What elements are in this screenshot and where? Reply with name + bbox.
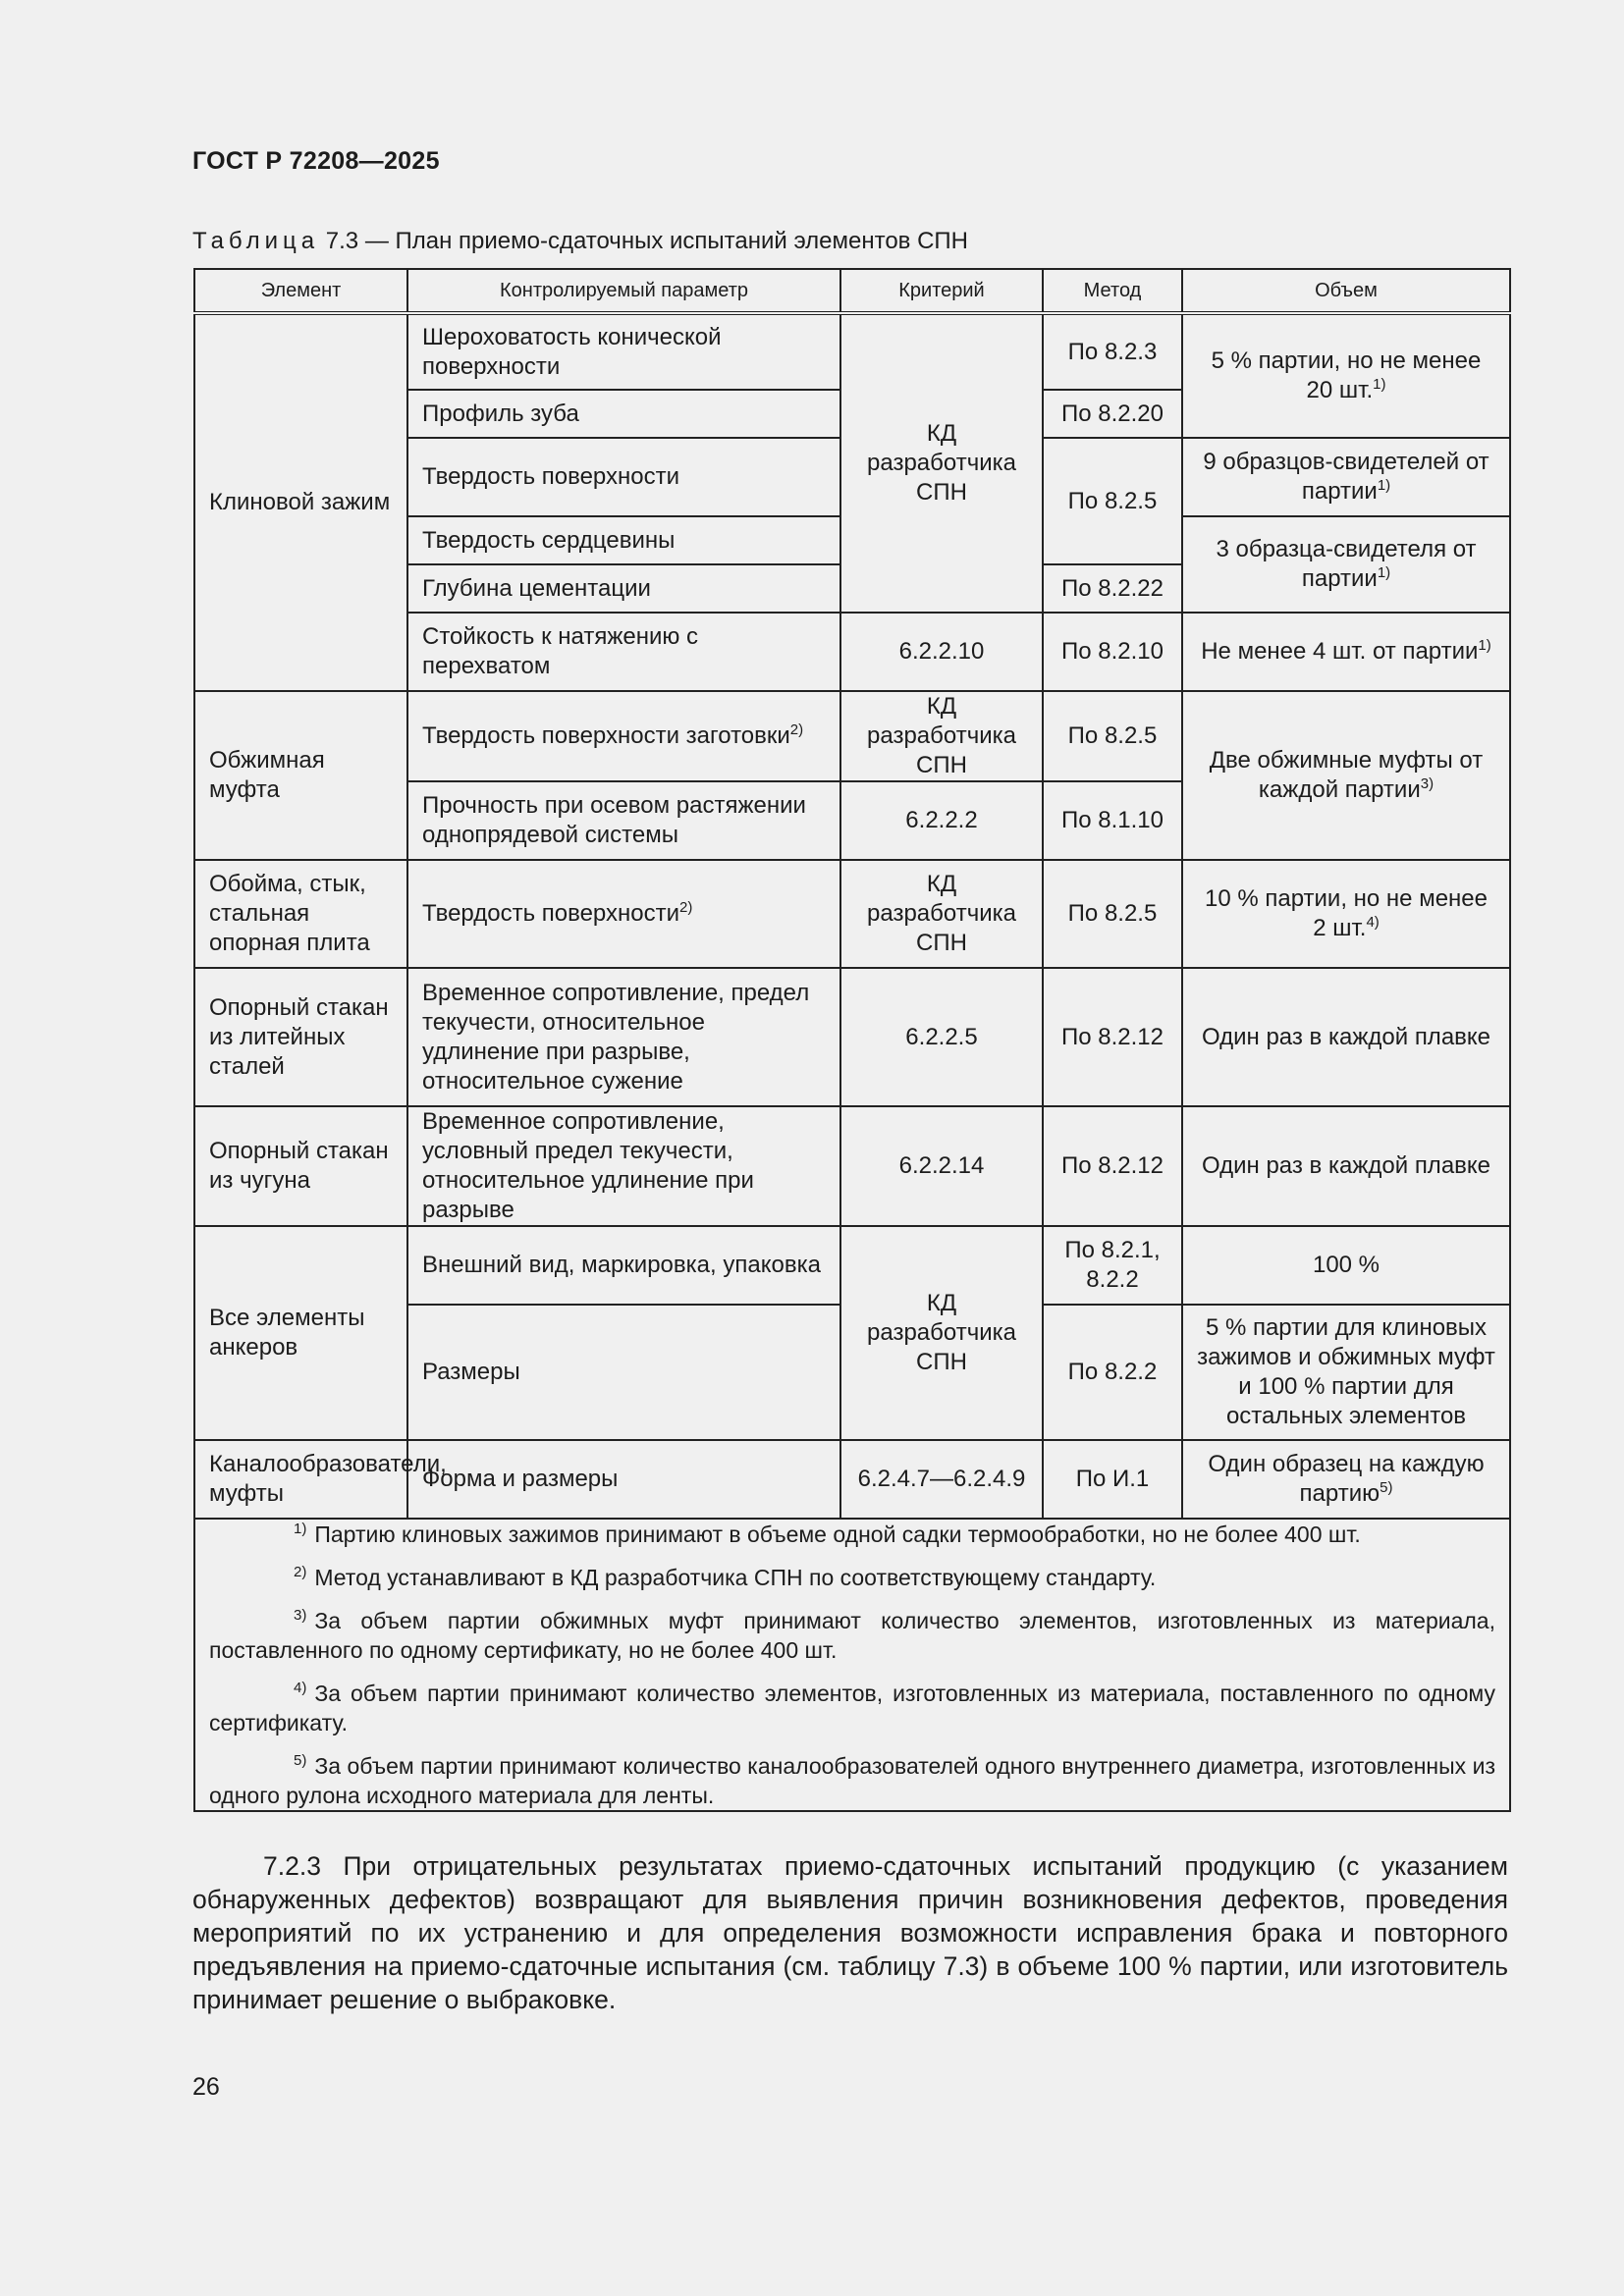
table-caption bbox=[192, 228, 968, 255]
method-cell: По 8.2.10 bbox=[1043, 613, 1182, 691]
element-cell: Каналообразователи, муфты bbox=[194, 1440, 407, 1519]
table-row bbox=[194, 313, 1510, 390]
header-volume: Объем bbox=[1182, 269, 1510, 313]
method-cell: По И.1 bbox=[1043, 1440, 1182, 1519]
parameter-cell: Глубина цементации bbox=[407, 564, 840, 613]
table-notes bbox=[194, 1519, 1510, 1811]
parameter-cell: Твердость сердцевины bbox=[407, 516, 840, 564]
parameter-cell: Внешний вид, маркировка, упаковка bbox=[407, 1226, 840, 1305]
element-cell: Обойма, стык, стальная опорная плита bbox=[194, 860, 407, 968]
criterion-cell: КД разработчика СПН bbox=[840, 1226, 1043, 1440]
table-caption-label: Таблица bbox=[192, 228, 320, 254]
parameter-cell: Твердость поверхности заготовки$^{2)}$ bbox=[407, 691, 840, 781]
parameter-cell: Стойкость к натяжению с перехватом bbox=[407, 613, 840, 691]
footnote-1: $^{1)}$ Партию клиновых зажимов принимают в объеме одной садки термообработки, но не более 400 шт. bbox=[294, 1521, 1361, 1547]
acceptance-test-plan-table bbox=[193, 268, 1511, 1812]
footnote-2: $^{2)}$ Метод устанавливают в КД разработчика СПН по соответствующему стандарту. bbox=[294, 1564, 1157, 1590]
method-cell: По 8.2.12 bbox=[1043, 968, 1182, 1106]
volume-cell: 9 образцов-свидетелей от партии$^{1)}$ bbox=[1182, 438, 1510, 516]
table-row bbox=[194, 1106, 1510, 1226]
method-cell: По 8.2.5 bbox=[1043, 438, 1182, 564]
volume-cell: Один раз в каждой плавке bbox=[1182, 968, 1510, 1106]
header-method: Метод bbox=[1043, 269, 1182, 313]
table-row bbox=[194, 1226, 1510, 1305]
parameter-cell: Временное сопротивление, предел текучести, относительное удлинение при разрыве, относительное сужение bbox=[407, 968, 840, 1106]
parameter-cell: Прочность при осевом растяжении однопрядевой системы bbox=[407, 781, 840, 860]
page-number: 26 bbox=[192, 2073, 220, 2101]
volume-cell: 10 % партии, но не менее 2 шт.$^{4)}$ bbox=[1182, 860, 1510, 968]
body-paragraph: 7.2.3 При отрицательных результатах приемо-сдаточных испытаний продукцию (с указанием обнаруженных дефектов) возвращают для выявления причин возникновения дефектов, проведения мероприятий по их устранению и для определения возможности исправления брака и повторного предъявления на приемо-сдаточные испытания (см. таблицу 7.3) в объеме 100 % партии, или изготовитель принимает решение о выбраковке. bbox=[192, 1851, 1508, 2014]
method-cell: По 8.2.22 bbox=[1043, 564, 1182, 613]
volume-cell: Один раз в каждой плавке bbox=[1182, 1106, 1510, 1226]
criterion-cell: 6.2.2.10 bbox=[840, 613, 1043, 691]
volume-cell: 5 % партии для клиновых зажимов и обжимных муфт и 100 % партии для остальных элементов bbox=[1182, 1305, 1510, 1440]
method-cell: По 8.2.20 bbox=[1043, 390, 1182, 438]
parameter-cell: Размеры bbox=[407, 1305, 840, 1440]
table-caption-text: 7.3 — План приемо-сдаточных испытаний элементов СПН bbox=[325, 228, 969, 254]
volume-cell: Две обжимные муфты от каждой партии$^{3)}$ bbox=[1182, 691, 1510, 860]
element-cell: Обжимная муфта bbox=[194, 691, 407, 860]
header-criterion: Критерий bbox=[840, 269, 1043, 313]
criterion-cell: 6.2.4.7—6.2.4.9 bbox=[840, 1440, 1043, 1519]
element-cell: Клиновой зажим bbox=[194, 313, 407, 691]
footnote-5: $^{5)}$ За объем партии принимают количество каналообразователей одного внутреннего диаметра, изготовленных из одного рулона исходного материала для ленты. bbox=[209, 1752, 1495, 1808]
header-parameter: Контролируемый параметр bbox=[407, 269, 840, 313]
method-cell: По 8.2.1, 8.2.2 bbox=[1043, 1226, 1182, 1305]
table-notes-row bbox=[194, 1519, 1510, 1811]
volume-cell: Не менее 4 шт. от партии$^{1)}$ bbox=[1182, 613, 1510, 691]
document-code: ГОСТ Р 72208—2025 bbox=[192, 147, 440, 175]
method-cell: По 8.2.3 bbox=[1043, 313, 1182, 390]
parameter-cell: Временное сопротивление, условный предел текучести, относительное удлинение при разрыве bbox=[407, 1106, 840, 1226]
criterion-cell: КД разработчика СПН bbox=[840, 313, 1043, 613]
parameter-cell: Твердость поверхности$^{2)}$ bbox=[407, 860, 840, 968]
element-cell: Опорный стакан из литейных сталей bbox=[194, 968, 407, 1106]
table-row bbox=[194, 968, 1510, 1106]
element-cell: Опорный стакан из чугуна bbox=[194, 1106, 407, 1226]
volume-cell: 3 образца-свидетеля от партии$^{1)}$ bbox=[1182, 516, 1510, 613]
volume-cell: 5 % партии, но не менее 20 шт.$^{1)}$ bbox=[1182, 313, 1510, 438]
method-cell: По 8.2.12 bbox=[1043, 1106, 1182, 1226]
parameter-cell: Форма и размеры bbox=[407, 1440, 840, 1519]
method-cell: По 8.1.10 bbox=[1043, 781, 1182, 860]
method-cell: По 8.2.5 bbox=[1043, 691, 1182, 781]
criterion-cell: КД разработчика СПН bbox=[840, 860, 1043, 968]
criterion-cell: 6.2.2.2 bbox=[840, 781, 1043, 860]
parameter-cell: Твердость поверхности bbox=[407, 438, 840, 516]
footnote-3: $^{3)}$ За объем партии обжимных муфт принимают количество элементов, изготовленных из материала, поставленного по одному сертификату, но не более 400 шт. bbox=[209, 1607, 1495, 1663]
method-cell: По 8.2.5 bbox=[1043, 860, 1182, 968]
table-row bbox=[194, 691, 1510, 781]
method-cell: По 8.2.2 bbox=[1043, 1305, 1182, 1440]
criterion-cell: КД разработчика СПН bbox=[840, 691, 1043, 781]
table-row bbox=[194, 860, 1510, 968]
header-element: Элемент bbox=[194, 269, 407, 313]
parameter-cell: Шероховатость конической поверхности bbox=[407, 313, 840, 390]
footnote-4: $^{4)}$ За объем партии принимают количество элементов, изготовленных из материала, поставленного по одному сертификату. bbox=[209, 1680, 1495, 1735]
parameter-cell: Профиль зуба bbox=[407, 390, 840, 438]
criterion-cell: 6.2.2.14 bbox=[840, 1106, 1043, 1226]
table-row bbox=[194, 1440, 1510, 1519]
element-cell: Все элементы анкеров bbox=[194, 1226, 407, 1440]
criterion-cell: 6.2.2.5 bbox=[840, 968, 1043, 1106]
table-header-row bbox=[194, 269, 1510, 313]
volume-cell: Один образец на каждую партию$^{5)}$ bbox=[1182, 1440, 1510, 1519]
volume-cell: 100 % bbox=[1182, 1226, 1510, 1305]
